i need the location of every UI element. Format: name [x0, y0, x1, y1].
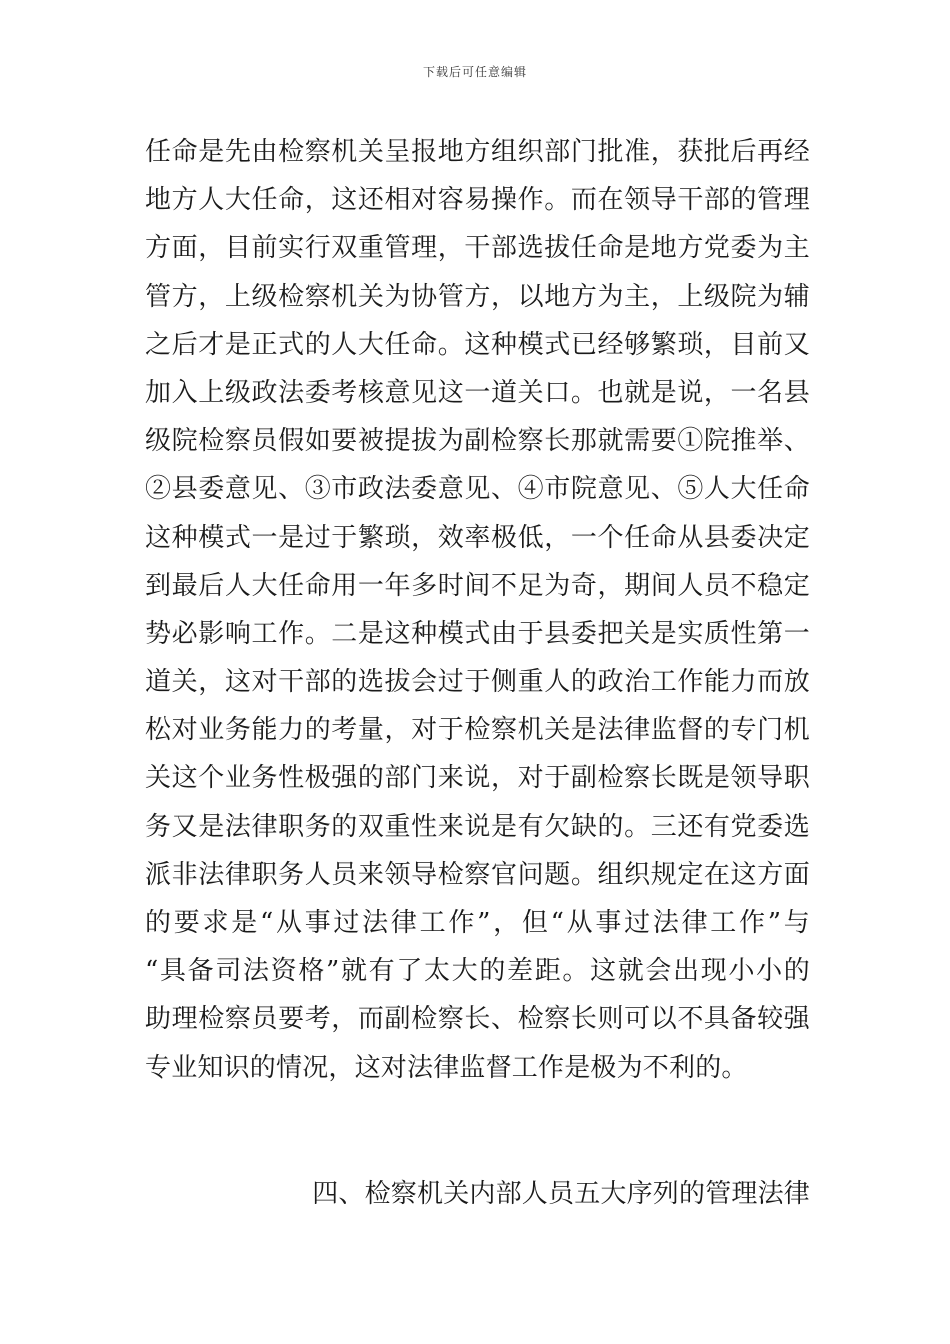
body-line: 派非法律职务人员来领导检察官问题。组织规定在这方面	[145, 859, 810, 890]
body-line: 务又是法律职务的双重性来说是有欠缺的。三还有党委选	[145, 811, 810, 842]
body-line: 的要求是“从事过法律工作”，但“从事过法律工作”与	[145, 908, 810, 938]
body-line: 关这个业务性极强的部门来说，对于副检察长既是领导职	[145, 763, 810, 794]
body-line: “具备司法资格”就有了太大的差距。这就会出现小小的	[145, 956, 810, 987]
body-line: 地方人大任命，这还相对容易操作。而在领导干部的管理	[145, 185, 810, 216]
section-heading: 四、检察机关内部人员五大序列的管理法律	[312, 1179, 810, 1209]
body-line: 到最后人大任命用一年多时间不足为奇，期间人员不稳定	[145, 570, 810, 601]
body-line: 任命是先由检察机关呈报地方组织部门批准，获批后再经	[145, 137, 810, 167]
body-line: 之后才是正式的人大任命。这种模式已经够繁琐，目前又	[145, 329, 810, 360]
body-line: 这种模式一是过于繁琐，效率极低，一个任命从县委决定	[145, 522, 810, 553]
body-line: 助理检察员要考，而副检察长、检察长则可以不具备较强	[145, 1004, 810, 1035]
body-line: 级院检察员假如要被提拔为副检察长那就需要①院推举、	[145, 426, 810, 457]
body-line: 加入上级政法委考核意见这一道关口。也就是说，一名县	[145, 377, 810, 408]
body-line: ②县委意见、③市政法委意见、④市院意见、⑤人大任命	[145, 474, 810, 505]
body-line: 管方，上级检察机关为协管方，以地方为主，上级院为辅	[145, 281, 810, 312]
body-text	[145, 128, 810, 1092]
body-line: 势必影响工作。二是这种模式由于县委把关是实质性第一	[145, 618, 810, 649]
header-note: 下载后可任意编辑	[422, 65, 527, 79]
body-line: 道关，这对干部的选拔会过于侧重人的政治工作能力而放	[145, 667, 810, 698]
body-line-last: 专业知识的情况，这对法律监督工作是极为不利的。	[145, 1052, 748, 1083]
body-line: 方面，目前实行双重管理，干部选拔任命是地方党委为主	[145, 233, 810, 264]
body-line: 松对业务能力的考量，对于检察机关是法律监督的专门机	[145, 715, 810, 746]
